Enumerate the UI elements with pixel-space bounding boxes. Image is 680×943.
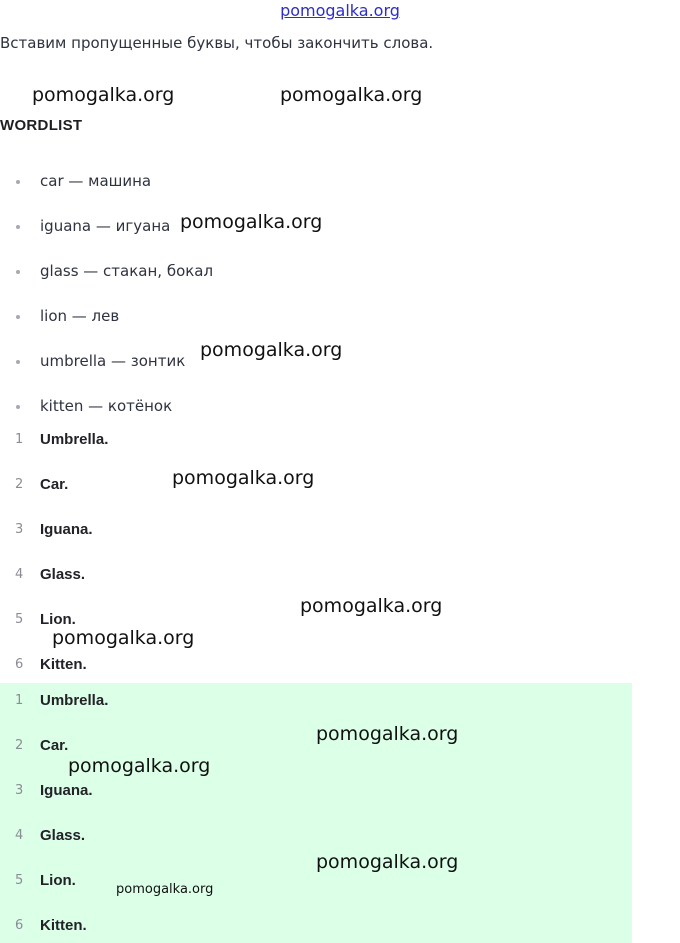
intro-text: Вставим пропущенные буквы, чтобы закончить слова. [0, 34, 434, 52]
answer-row [0, 915, 400, 937]
watermark: pomogalka.org [180, 211, 323, 233]
answer-number: 3 [15, 522, 24, 537]
answer-row [0, 429, 400, 451]
answer-word: Iguana. [40, 521, 93, 538]
site-watermark-top[interactable]: pomogalka.org [280, 1, 400, 20]
watermark-small: pomogalka.org [116, 882, 214, 897]
answer-word: Car. [40, 737, 69, 754]
answer-number: 6 [15, 918, 24, 933]
answer-number: 5 [15, 612, 24, 627]
answer-word: Glass. [40, 827, 86, 844]
watermark: pomogalka.org [316, 723, 459, 745]
bullet-dot-icon [16, 225, 20, 229]
wordlist-entry: lion — лев [40, 307, 120, 325]
watermark: pomogalka.org [68, 755, 211, 777]
list-item [0, 260, 400, 282]
answer-word: Iguana. [40, 782, 93, 799]
answer-number: 4 [15, 567, 24, 582]
wordlist-entry: car — машина [40, 172, 152, 190]
answer-row [0, 564, 400, 586]
watermark: pomogalka.org [32, 84, 175, 106]
wordlist-entry: iguana — игуана [40, 217, 171, 235]
answer-row [0, 654, 400, 676]
list-item [0, 170, 400, 192]
wordlist-heading: WORDLIST [0, 117, 83, 134]
bullet-dot-icon [16, 360, 20, 364]
answer-word: Kitten. [40, 917, 87, 934]
bullet-dot-icon [16, 180, 20, 184]
list-item [0, 395, 400, 417]
answer-word: Lion. [40, 611, 76, 628]
answer-number: 1 [15, 693, 24, 708]
watermark: pomogalka.org [52, 627, 195, 649]
answer-number: 4 [15, 828, 24, 843]
answer-word: Kitten. [40, 656, 87, 673]
list-item [0, 305, 400, 327]
answer-number: 2 [15, 738, 24, 753]
wordlist-entry: kitten — котёнок [40, 397, 173, 415]
watermark: pomogalka.org [200, 339, 343, 361]
answer-row [0, 825, 400, 847]
answer-number: 5 [15, 873, 24, 888]
wordlist-entry: umbrella — зонтик [40, 352, 186, 370]
watermark: pomogalka.org [316, 851, 459, 873]
answer-number: 1 [15, 432, 24, 447]
bullet-dot-icon [16, 270, 20, 274]
bullet-dot-icon [16, 405, 20, 409]
answer-number: 6 [15, 657, 24, 672]
answer-row [0, 780, 400, 802]
answer-word: Umbrella. [40, 431, 109, 448]
bullet-dot-icon [16, 315, 20, 319]
answer-number: 2 [15, 477, 24, 492]
wordlist-entry: glass — стакан, бокал [40, 262, 214, 280]
answer-word: Glass. [40, 566, 86, 583]
answer-number: 3 [15, 783, 24, 798]
answer-row [0, 519, 400, 541]
answer-word: Umbrella. [40, 692, 109, 709]
answer-word: Car. [40, 476, 69, 493]
answer-word: Lion. [40, 872, 76, 889]
answer-row [0, 690, 400, 712]
watermark: pomogalka.org [280, 84, 423, 106]
watermark: pomogalka.org [172, 467, 315, 489]
watermark: pomogalka.org [300, 595, 443, 617]
